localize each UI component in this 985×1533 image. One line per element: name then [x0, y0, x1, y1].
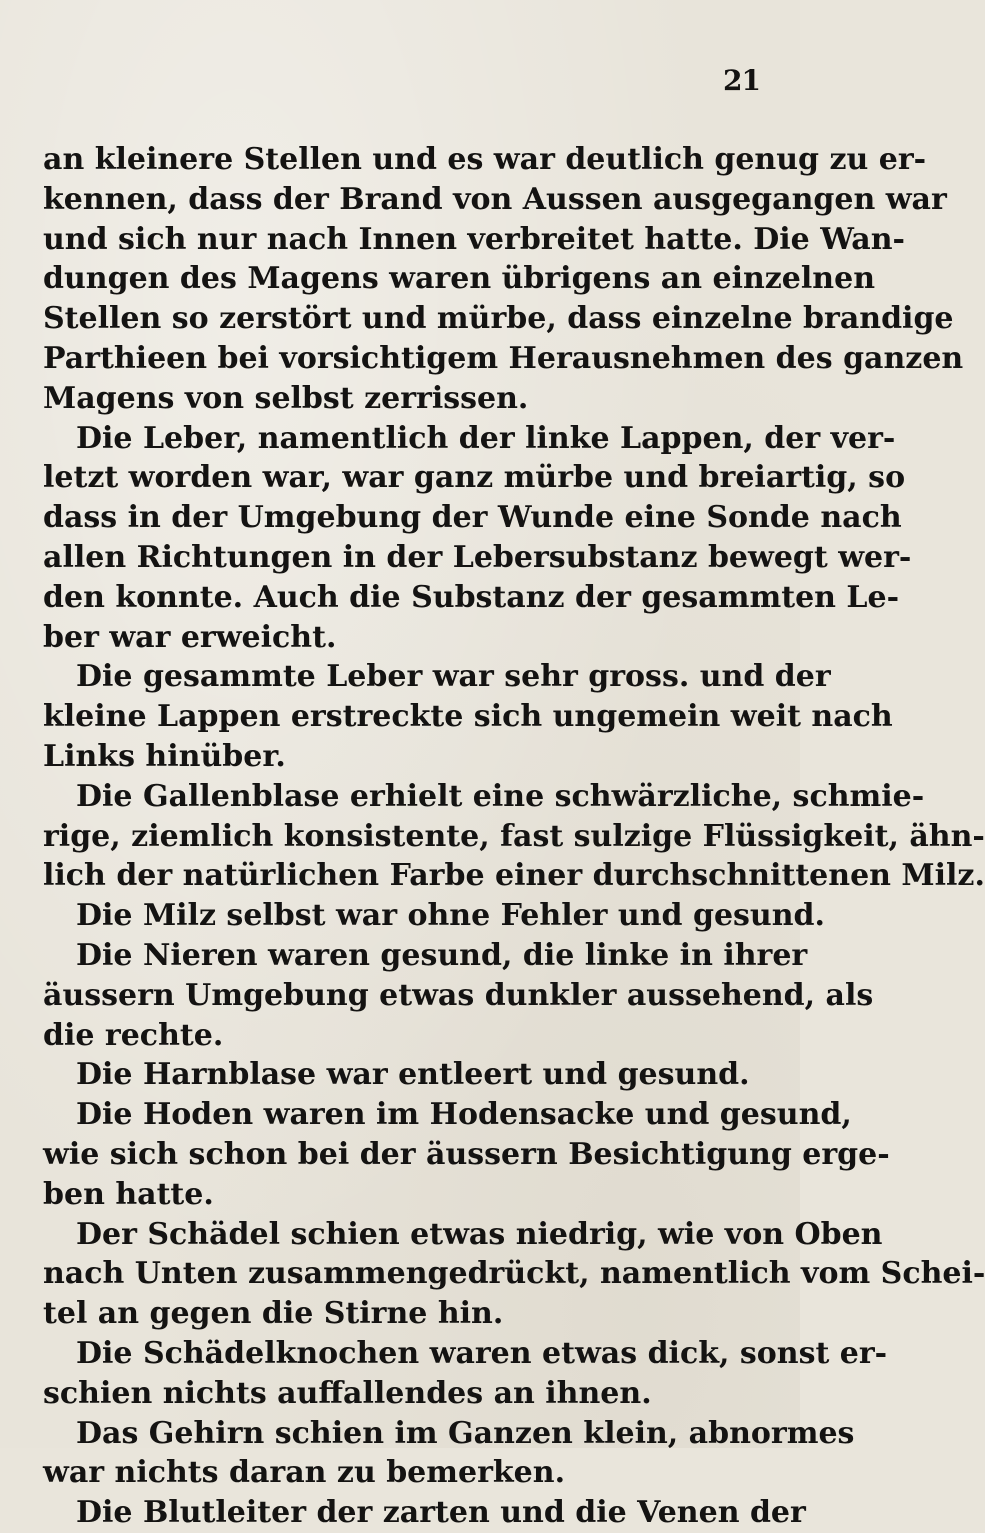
text-line: Parthieen bei vorsichtigem Herausnehmen des ganzen [43, 340, 964, 376]
text-line: Die Gallenblase erhielt eine schwärzliche, schmie- [76, 778, 925, 814]
text-line: Die Harnblase war entleert und gesund. [76, 1057, 750, 1093]
page-number: 21 [723, 64, 760, 97]
text-line: Die Hoden waren im Hodensacke und gesund, [76, 1097, 852, 1133]
text-line: Links hinüber. [43, 738, 286, 774]
text-line: Die Schädelknochen waren etwas dick, sonst er- [76, 1335, 888, 1371]
text-line: Die Nieren waren gesund, die linke in ihrer [76, 937, 808, 973]
text-line: Das Gehirn schien im Ganzen klein, abnormes [76, 1415, 855, 1451]
text-line: Die Leber, namentlich der linke Lappen, der ver- [76, 420, 896, 456]
text-line: und sich nur nach Innen verbreitet hatte. Die Wan- [43, 221, 906, 257]
text-line: allen Richtungen in der Lebersubstanz bewegt wer- [43, 539, 912, 575]
body-text [43, 140, 985, 1533]
text-line: Magens von selbst zerrissen. [43, 380, 529, 416]
text-line: lich der natürlichen Farbe einer durchschnittenen Milz. [43, 858, 985, 894]
text-line: tel an gegen die Stirne hin. [43, 1296, 504, 1332]
text-line: kennen, dass der Brand von Aussen ausgegangen war [43, 181, 947, 217]
text-line: die rechte. [43, 1017, 224, 1053]
text-line: rige, ziemlich konsistente, fast sulzige Flüssigkeit, ähn- [43, 818, 985, 854]
text-line: Die gesammte Leber war sehr gross. und der [76, 659, 831, 695]
text-line: ber war erweicht. [43, 619, 337, 655]
text-line: an kleinere Stellen und es war deutlich genug zu er- [43, 142, 927, 177]
text-line: kleine Lappen erstreckte sich ungemein weit nach [43, 699, 893, 735]
text-line: ben hatte. [43, 1176, 214, 1212]
text-line: Stellen so zerstört und mürbe, dass einzelne brandige [43, 301, 954, 337]
text-line: letzt worden war, war ganz mürbe und breiartig, so [43, 460, 906, 496]
text-line: wie sich schon bei der äussern Besichtigung erge- [43, 1136, 890, 1172]
text-line: Der Schädel schien etwas niedrig, wie von Oben [76, 1216, 883, 1252]
text-line: Die Blutleiter der zarten und die Venen der [76, 1495, 806, 1531]
text-line: schien nichts auffallendes an ihnen. [43, 1375, 652, 1411]
text-line: Die Milz selbst war ohne Fehler und gesund. [76, 898, 825, 934]
text-line: den konnte. Auch die Substanz der gesammten Le- [43, 579, 900, 615]
text-line: nach Unten zusammengedrückt, namentlich vom Schei- [43, 1256, 985, 1292]
text-line: dass in der Umgebung der Wunde eine Sonde nach [43, 500, 902, 536]
text-line: dungen des Magens waren übrigens an einzelnen [43, 261, 876, 297]
text-line: äussern Umgebung etwas dunkler aussehend, als [43, 977, 874, 1013]
text-line: war nichts daran zu bemerken. [43, 1455, 566, 1491]
